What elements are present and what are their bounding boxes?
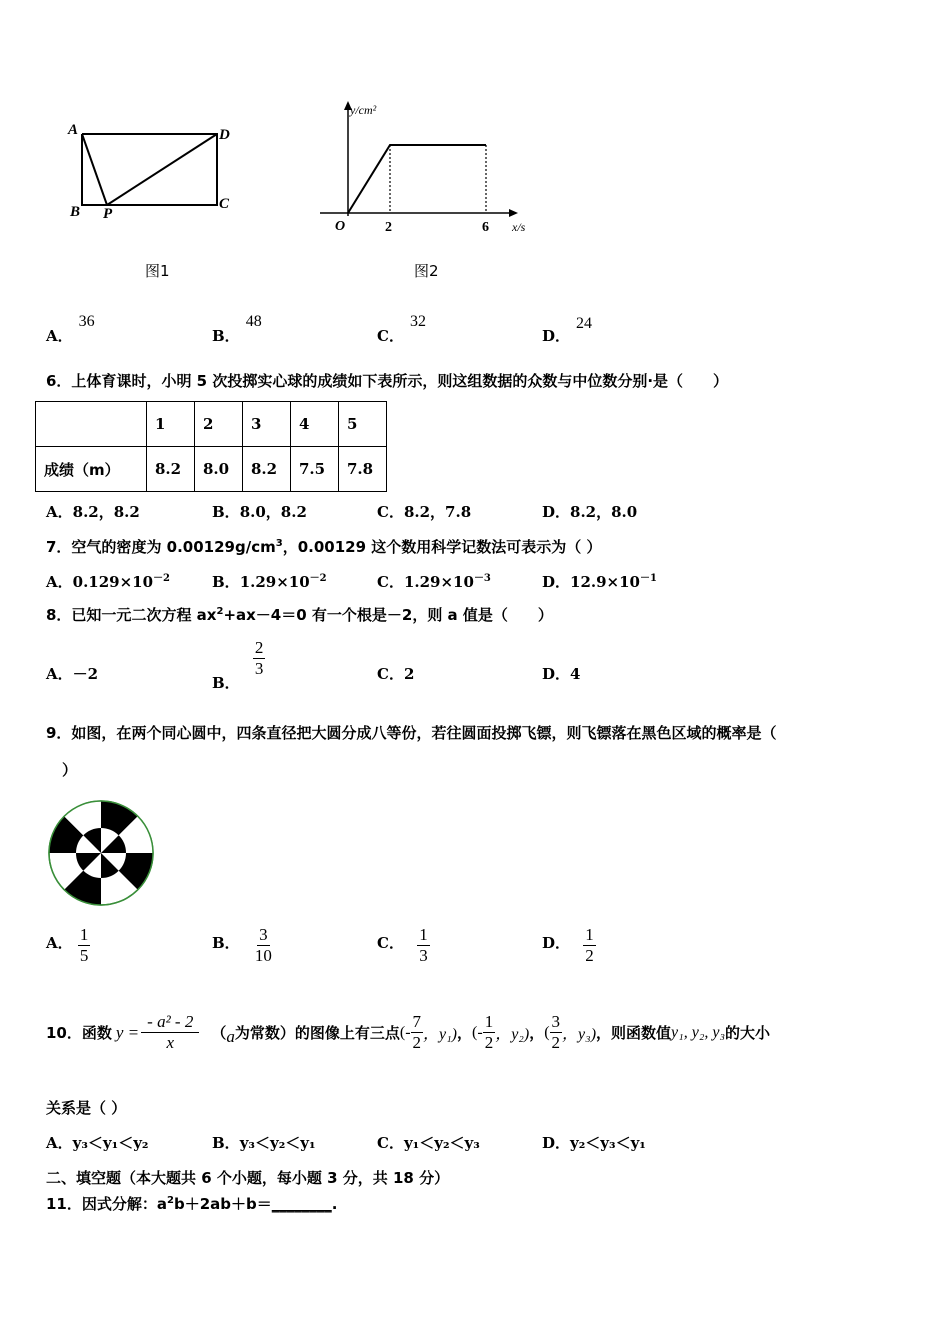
q6-option-c[interactable]: C．8.2，7.8	[377, 503, 472, 521]
fraction: $\frac{1}{2}$	[585, 925, 594, 965]
fig2-ylabel: y/cm²	[350, 103, 377, 117]
q11-stem: 11．因式分解：$a^2b+2ab+b=\_\_\_\_\_\_\_\_$.	[46, 1195, 338, 1213]
table-header-cell	[36, 402, 147, 447]
fig1-label-a: A	[68, 122, 79, 138]
q7-option-c[interactable]: C．$1.29\times 10^{-3}$	[377, 573, 491, 591]
function-y: y =	[115, 1022, 140, 1042]
table-cell: 8.0	[195, 447, 243, 492]
q9-option-d[interactable]: D． $\frac{1}{2}$	[542, 925, 594, 965]
q7-option-d[interactable]: D．$12.9\times 10^{-1}$	[542, 573, 657, 591]
q6-option-d[interactable]: D．8.2，8.0	[542, 503, 638, 521]
point-2: (- $\frac{1}{2}$ ，y₂)	[472, 1012, 530, 1052]
q6-stem: 6．上体育课时，小明 5 次投掷实心球的成绩如下表所示，则这组数据的众数与中位数分别·是（ ）	[46, 372, 729, 390]
fraction: $\frac{2}{3}$	[254, 638, 264, 678]
fig2-origin: O	[335, 219, 346, 234]
point-3: ( $\frac{3}{2}$ ，y₃)	[544, 1012, 597, 1052]
table-header-cell: 2	[195, 402, 243, 447]
fig1-label-p: P	[103, 206, 113, 222]
fig1-label-c: C	[219, 196, 230, 212]
table-header-cell: 1	[147, 402, 195, 447]
q5-option-a[interactable]: A．36	[46, 313, 95, 345]
fraction: $\frac{1}{3}$	[419, 925, 428, 965]
point-1: (- $\frac{7}{2}$ ，y₁)	[399, 1012, 458, 1052]
q9-option-b[interactable]: B． $\frac{3}{10}$	[212, 925, 272, 965]
q7-option-b[interactable]: B．$1.29\times 10^{-2}$	[212, 573, 327, 591]
answer-blank[interactable]: ________	[271, 1195, 332, 1213]
table-row	[36, 447, 387, 492]
q10-option-a[interactable]: A．y₃＜y₁＜y₂	[46, 1134, 149, 1152]
q6-score-table	[35, 401, 387, 492]
q10-stem: 10．函数 y = $\frac{\text{- a² - 2}}{x}$ （ a 为常数）的图像上有三点 (- $\frac{7}{2}$ ，y₁) ， (- $\frac{1}{2}$ ，y₂) ， ( $\frac{3}{2}$ ，y₃) ，则函数值 y₁, y₂, y₃ 的大小	[46, 1012, 771, 1052]
q7-option-a[interactable]: A．$0.129\times 10^{-2}$	[46, 573, 171, 591]
q8-option-d[interactable]: D．4	[542, 665, 581, 683]
q5-option-c[interactable]: C．32	[377, 313, 426, 345]
q9-stem-line-1: 9．如图，在两个同心圆中，四条直径把大圆分成八等份，若往圆面投掷飞镖，则飞镖落在黑色区域的概率是（	[46, 724, 777, 742]
figure-1-caption: 图1	[145, 262, 170, 280]
fig1-label-b: B	[70, 204, 81, 220]
fig1-label-d: D	[219, 127, 230, 143]
fig2-tick-2: 2	[385, 220, 392, 235]
q8-option-c[interactable]: C．2	[377, 665, 415, 683]
q5-option-d[interactable]: D．24	[542, 315, 593, 345]
table-header-row	[36, 402, 387, 447]
q8-option-b[interactable]: B． $\frac{2}{3}$	[212, 638, 264, 692]
q8-stem: 8．已知一元二次方程 $ax^2+ax-4=0$ 有一个根是－2，则 a 值是（ ）	[46, 606, 553, 624]
table-cell: 7.8	[339, 447, 387, 492]
q7-stem: 7．空气的密度为 $0.00129g/cm^3$，0.00129 这个数用科学记数法可表示为（ ）	[46, 538, 602, 556]
table-row-label: 成绩（m）	[36, 447, 147, 492]
q10-option-b[interactable]: B．y₃＜y₂＜y₁	[212, 1134, 316, 1152]
q9-option-a[interactable]: A． $\frac{1}{5}$	[46, 925, 89, 965]
function-fraction: $\frac{\text{- a² - 2}}{x}$	[141, 1012, 199, 1053]
figure-1-rectangle	[60, 110, 250, 230]
table-cell: 7.5	[291, 447, 339, 492]
q5-option-b[interactable]: B．48	[212, 313, 262, 345]
figure-2-caption: 图2	[414, 262, 439, 280]
table-header-cell: 3	[243, 402, 291, 447]
concentric-circles-dartboard	[46, 798, 156, 908]
q10-stem-line-2: 关系是（ ）	[46, 1099, 127, 1117]
q8-option-a[interactable]: A．－2	[46, 665, 99, 683]
q10-option-d[interactable]: D．y₂＜y₃＜y₁	[542, 1134, 646, 1152]
section-2-title: 二、填空题（本大题共 6 个小题，每小题 3 分，共 18 分）	[46, 1169, 450, 1187]
table-cell: 8.2	[243, 447, 291, 492]
fig2-tick-6: 6	[482, 220, 489, 235]
figure-2-graph	[310, 98, 550, 243]
fig2-xlabel: x/s	[512, 220, 526, 234]
q9-stem-line-2: ）	[62, 761, 78, 779]
q6-option-b[interactable]: B．8.0，8.2	[212, 503, 307, 521]
table-cell: 8.2	[147, 447, 195, 492]
table-header-cell: 5	[339, 402, 387, 447]
fraction: $\frac{1}{5}$	[79, 925, 89, 965]
q6-option-a[interactable]: A．8.2，8.2	[46, 503, 140, 521]
fraction: $\frac{3}{10}$	[254, 925, 272, 965]
q9-option-c[interactable]: C． $\frac{1}{3}$	[377, 925, 428, 965]
q10-option-c[interactable]: C．y₁＜y₂＜y₃	[377, 1134, 480, 1152]
table-header-cell: 4	[291, 402, 339, 447]
